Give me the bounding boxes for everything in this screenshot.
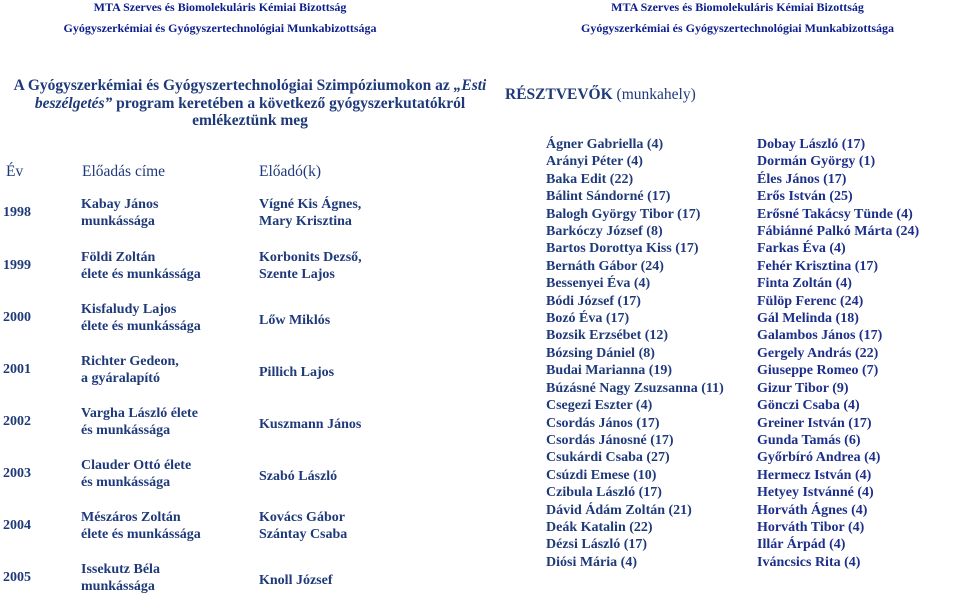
participant-item: Éles János (17)	[757, 171, 847, 187]
participant-item: Fábiánné Palkó Márta (24)	[757, 224, 920, 240]
row-year: 2005	[3, 570, 31, 585]
table-row	[0, 560, 490, 598]
participant-item: Bernáth Gábor (24)	[546, 258, 664, 274]
row-title	[81, 457, 256, 491]
participants-title: RÉSZTVEVŐK	[505, 86, 613, 103]
row-title	[81, 353, 256, 387]
participant-item: Illár Árpád (4)	[757, 537, 846, 553]
row-year: 2000	[3, 310, 31, 325]
row-title-line: munkássága	[81, 579, 155, 594]
row-speaker-line: Kovács Gábor	[259, 510, 345, 525]
row-title-line: Földi Zoltán	[81, 250, 156, 265]
participant-item: Fehér Krisztina (17)	[757, 258, 879, 274]
participant-item: Győrbíró Andrea (4)	[757, 450, 881, 466]
row-speaker	[259, 572, 429, 589]
participant-item: Bozsik Erzsébet (12)	[546, 328, 669, 344]
row-title-line: Kabay János	[81, 197, 159, 212]
row-speaker	[259, 468, 429, 485]
committee-header: MTA Szerves és Biomolekuláris Kémiai Bizottság	[93, 0, 347, 14]
row-year: 2001	[3, 362, 31, 377]
row-speaker-line: Kuszmann János	[259, 417, 362, 432]
row-year: 1999	[3, 258, 31, 273]
participant-item: Bozó Éva (17)	[546, 311, 630, 327]
row-title-line: Clauder Ottó élete	[81, 458, 192, 473]
row-speaker	[259, 249, 429, 283]
row-title-line: és munkássága	[81, 423, 171, 438]
table-row	[0, 352, 490, 392]
participant-item: Dobay László (17)	[757, 137, 866, 152]
participant-item: Bálint Sándorné (17)	[546, 189, 671, 205]
row-speaker	[259, 312, 429, 329]
right-page	[490, 0, 959, 598]
column-header-year: Év	[6, 163, 24, 180]
row-year: 2003	[3, 466, 31, 481]
row-title-line: a gyáralapító	[81, 371, 160, 386]
participant-item: Czibula László (17)	[546, 485, 662, 501]
participant-item: Deák Katalin (22)	[546, 519, 653, 535]
participant-item: Gergely András (22)	[757, 345, 879, 361]
participant-item: Bózsing Dániel (8)	[546, 345, 655, 361]
row-title-line: Mészáros Zoltán	[81, 510, 181, 525]
participant-item: Iváncsics Rita (4)	[757, 554, 861, 570]
row-speaker-line: Lőw Miklós	[259, 313, 331, 328]
row-title	[81, 249, 256, 283]
row-title-line: élete és munkássága	[81, 319, 201, 334]
participant-item: Balogh György Tibor (17)	[546, 206, 701, 222]
participant-item: Dormán György (1)	[757, 154, 876, 170]
row-title-line: élete és munkássága	[81, 527, 201, 542]
table-row	[0, 195, 490, 235]
participant-item: Bódi József (17)	[546, 293, 641, 309]
participant-item: Horváth Ágnes (4)	[757, 502, 868, 518]
table-row	[0, 508, 490, 548]
row-speaker-line: Korbonits Dezső,	[259, 250, 362, 265]
participant-item: Horváth Tibor (4)	[757, 519, 865, 535]
participant-item: Greiner István (17)	[757, 415, 872, 431]
table-row	[0, 456, 490, 496]
committee-header-right: MTA Szerves és Biomolekuláris Kémiai Bizottság	[611, 0, 864, 14]
row-speaker-line: Szabó László	[259, 469, 338, 484]
table-row	[0, 300, 490, 340]
intro-text-2: program keretében a következő gyógyszerkutatókról emlékeztünk meg	[112, 94, 466, 129]
row-speaker-line: Mary Krisztina	[259, 214, 352, 229]
participant-item: Erősné Takácsy Tünde (4)	[757, 206, 913, 222]
participant-item: Gizur Tibor (9)	[757, 380, 849, 396]
row-speaker	[259, 509, 429, 543]
row-title-line: Kisfaludy Lajos	[81, 302, 177, 317]
participants-column-1	[546, 136, 724, 571]
intro-program-name: „Esti beszélgetés”	[34, 77, 487, 112]
row-speaker	[259, 196, 429, 230]
row-title-line: munkássága	[81, 214, 155, 229]
participant-item: Gönczi Csaba (4)	[757, 398, 860, 414]
row-title	[81, 301, 256, 335]
subcommittee-header-right: Gyógyszerkémiai és Gyógyszertechnológiai Munkabizottsága	[581, 21, 894, 35]
participant-item: Galambos János (17)	[757, 328, 883, 344]
participants-heading	[505, 86, 696, 104]
participant-item: Csordás János (17)	[546, 415, 660, 431]
column-header-speaker: Előadó(k)	[259, 163, 321, 180]
row-title-line: és munkássága	[81, 475, 171, 490]
participant-item: Arányi Péter (4)	[546, 154, 643, 170]
row-speaker-line: Szente Lajos	[259, 267, 335, 282]
participant-item: Csegezi Eszter (4)	[546, 398, 653, 414]
participant-item: Dézsi László (17)	[546, 537, 648, 553]
intro-text-1: A Gyógyszerkémiai és Gyógyszertechnológiai Szimpóziumokon az	[13, 77, 454, 94]
participant-item: Giuseppe Romeo (7)	[757, 363, 879, 379]
row-speaker-line: Szántay Csaba	[259, 527, 348, 542]
participant-item: Gunda Tamás (6)	[757, 432, 861, 448]
participants-subtitle: (munkahely)	[612, 86, 696, 103]
participant-item: Hetyey Istvánné (4)	[757, 485, 874, 501]
row-title-line: élete és munkássága	[81, 267, 201, 282]
participant-item: Bessenyei Éva (4)	[546, 276, 651, 292]
participant-item: Csukárdi Csaba (27)	[546, 450, 670, 466]
row-speaker-line: Vígné Kis Ágnes,	[259, 197, 362, 212]
table-row	[0, 404, 490, 444]
row-speaker	[259, 364, 429, 381]
intro-heading	[0, 77, 490, 130]
column-header-title: Előadás címe	[82, 163, 166, 180]
participant-item: Csúzdi Emese (10)	[546, 467, 657, 483]
row-year: 1998	[3, 205, 31, 220]
row-title	[81, 196, 256, 230]
participant-item: Fülöp Ferenc (24)	[757, 293, 864, 309]
participant-item: Gál Melinda (18)	[757, 311, 859, 327]
row-title-line: Vargha László élete	[81, 406, 198, 421]
participant-item: Ágner Gabriella (4)	[546, 137, 664, 152]
row-title	[81, 405, 256, 439]
participant-item: Farkas Éva (4)	[757, 241, 846, 257]
row-title-line: Issekutz Béla	[81, 562, 160, 577]
participant-item: Bartos Dorottya Kiss (17)	[546, 241, 699, 257]
row-title	[81, 561, 256, 595]
participant-item: Dávid Ádám Zoltán (21)	[546, 502, 692, 518]
participant-item: Erős István (25)	[757, 189, 853, 205]
participant-item: Hermecz István (4)	[757, 467, 872, 483]
participant-item: Csordás Jánosné (17)	[546, 432, 674, 448]
row-speaker	[259, 416, 429, 433]
participant-item: Baka Edit (22)	[546, 171, 634, 187]
participant-item: Budai Marianna (19)	[546, 363, 673, 379]
participant-item: Finta Zoltán (4)	[757, 276, 852, 292]
participant-item: Diósi Mária (4)	[546, 554, 637, 570]
row-title	[81, 509, 256, 543]
table-row	[0, 248, 490, 288]
participants-column-2	[757, 136, 919, 571]
row-speaker-line: Pillich Lajos	[259, 365, 335, 380]
participant-item: Barkóczy József (8)	[546, 224, 663, 240]
subcommittee-header: Gyógyszerkémiai és Gyógyszertechnológiai Munkabizottsága	[63, 21, 377, 35]
participant-item: Búzásné Nagy Zsuzsanna (11)	[546, 380, 724, 396]
row-speaker-line: Knoll József	[259, 573, 333, 588]
row-title-line: Richter Gedeon,	[81, 354, 179, 369]
row-year: 2004	[3, 518, 31, 533]
row-year: 2002	[3, 414, 31, 429]
